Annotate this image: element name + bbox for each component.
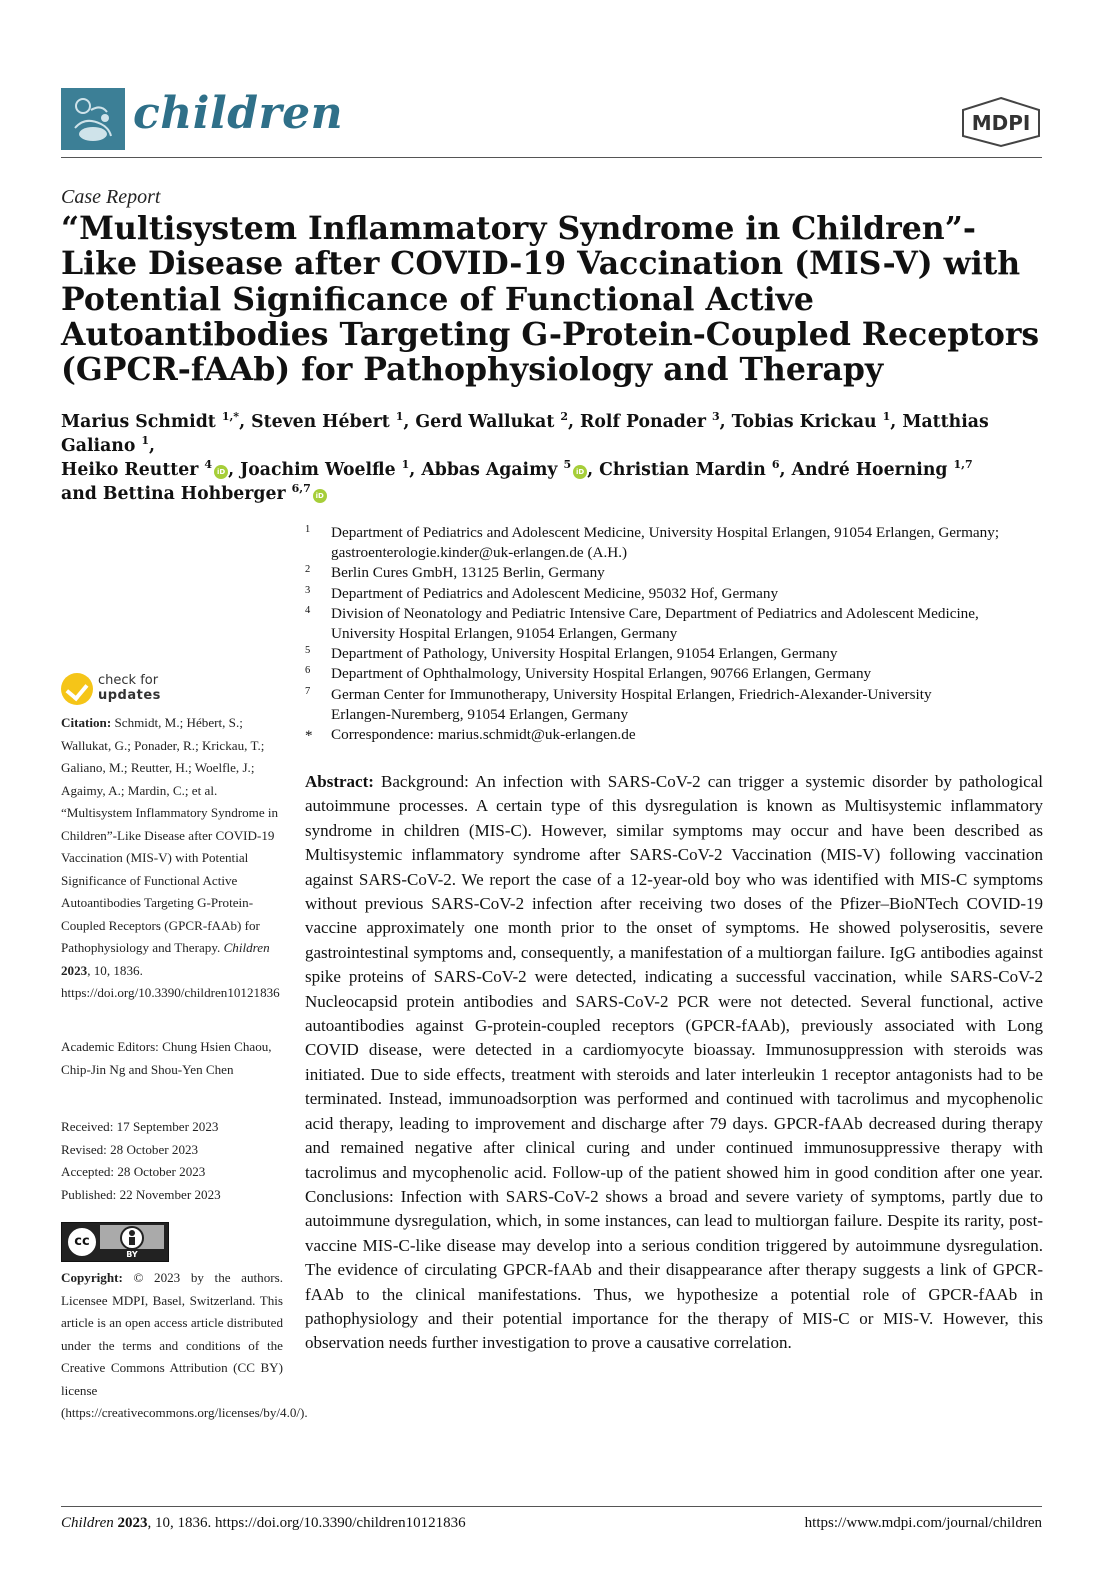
author-name[interactable]: Steven Hébert <box>251 412 396 432</box>
affiliations <box>305 523 1055 745</box>
date-line: Published: 22 November 2023 <box>61 1186 221 1202</box>
author-separator: , <box>149 436 156 456</box>
author-affiliation-sup: 6 <box>771 458 780 471</box>
affiliation-number: 6 <box>305 665 311 677</box>
author-affiliation-sup: 1 <box>401 458 410 471</box>
author-name[interactable]: Joachim Woelfle <box>240 460 402 480</box>
affiliation-text: gastroenterologie.kinder@uk-erlangen.de (A.H.) <box>331 544 628 562</box>
author-name[interactable]: André Hoerning <box>791 460 954 480</box>
orcid-icon[interactable]: iD <box>214 465 228 479</box>
author-affiliation-sup: 3 <box>711 410 720 423</box>
affiliation-item <box>305 563 1055 583</box>
author-affiliation-sup: 1 <box>395 410 404 423</box>
by-label: BY <box>126 1250 138 1259</box>
author-affiliation-sup: 1,* <box>221 410 240 423</box>
affiliation-text: Department of Pediatrics and Adolescent Medicine, 95032 Hof, Germany <box>331 584 779 602</box>
check-updates-line2: updates <box>98 688 161 703</box>
article-title: “Multisystem Inflammatory Syndrome in Children”-Like Disease after COVID-19 Vaccination (MIS-V) with Potential Significance of Functional Active Autoantibodies Targeting G-Protein-Coupled Receptors (GPCR-fAAb) for Pathophysiology and Therapy <box>61 210 1040 389</box>
affiliation-text: Correspondence: marius.schmidt@uk-erlangen.de <box>331 726 636 744</box>
author-conjunction: and <box>61 484 103 504</box>
author-list <box>61 410 1051 506</box>
affiliation-number: 7 <box>305 685 311 697</box>
academic-editors: Academic Editors: Chung Hsien Chaou, Chip-Jin Ng and Shou-Yen Chen <box>61 1039 272 1077</box>
date-line: Revised: 28 October 2023 <box>61 1141 199 1157</box>
copyright-label: Copyright: <box>61 1270 123 1285</box>
author-separator: , <box>228 460 241 480</box>
author-name[interactable]: Tobias Krickau <box>731 412 883 432</box>
header-divider <box>61 157 1042 158</box>
citation-year: 2023 <box>61 962 88 978</box>
cc-by-license-badge[interactable] <box>61 1222 169 1262</box>
citation-label: Citation: <box>61 715 112 730</box>
author-separator: , <box>239 412 252 432</box>
affiliation-item <box>305 725 1055 745</box>
author-separator: , <box>568 412 581 432</box>
author-affiliation-sup: 6,7 <box>291 482 311 495</box>
author-affiliation-sup: 2 <box>560 410 568 423</box>
footer-citation <box>61 1515 466 1532</box>
by-icon-area <box>100 1225 164 1249</box>
copyright-text: © 2023 by the authors. Licensee MDPI, Basel, Switzerland. This article is an open access article distributed under the terms and conditions of the Creative Commons Attribution (CC BY) license (https://creativecommons.org/licenses/by/4.0/). <box>61 1270 308 1420</box>
mdpi-logo[interactable] <box>960 96 1042 148</box>
footer-year: 2023 <box>117 1515 148 1531</box>
affiliation-text: Department of Pediatrics and Adolescent Medicine, University Hospital Erlangen, 91054 Erlangen, Germany; <box>331 524 1000 541</box>
footer-divider <box>61 1506 1042 1507</box>
author-separator: , <box>409 460 422 480</box>
author-name[interactable]: Gerd Wallukat <box>415 412 561 432</box>
child-figure-icon <box>61 88 125 150</box>
affiliation-number: * <box>305 728 313 745</box>
author-separator: , <box>779 460 792 480</box>
affiliation-number: 1 <box>305 524 311 535</box>
author-separator: , <box>719 412 732 432</box>
affiliation-text: Erlangen-Nuremberg, 91054 Erlangen, Germany <box>331 705 629 723</box>
citation-volume-doi[interactable]: , 10, 1836. https://doi.org/10.3390/children10121836 <box>61 962 280 1000</box>
author-affiliation-sup: 1 <box>882 410 891 423</box>
affiliation-text: Berlin Cures GmbH, 13125 Berlin, Germany <box>331 564 605 582</box>
orcid-icon[interactable]: iD <box>573 465 587 479</box>
affiliation-item <box>305 604 1055 644</box>
mdpi-hexagon-icon <box>960 96 1042 148</box>
author-separator: , <box>403 412 416 432</box>
author-name[interactable]: Heiko Reutter <box>61 460 205 480</box>
footer-journal: Children <box>61 1515 114 1531</box>
affiliation-number: 4 <box>305 604 311 616</box>
check-for-updates-button[interactable] <box>61 673 181 707</box>
date-line: Received: 17 September 2023 <box>61 1119 219 1134</box>
author-separator: , <box>587 460 600 480</box>
check-updates-text <box>98 673 161 703</box>
footer-doi[interactable]: , 10, 1836. https://doi.org/10.3390/children10121836 <box>147 1515 466 1531</box>
date-line: Accepted: 28 October 2023 <box>61 1164 206 1179</box>
affiliation-number: 5 <box>305 645 311 657</box>
affiliation-item <box>305 523 1055 563</box>
footer-journal-url[interactable]: https://www.mdpi.com/journal/children <box>804 1515 1042 1531</box>
author-separator: , <box>890 412 903 432</box>
abstract <box>305 770 1043 1356</box>
author-affiliation-sup: 1 <box>141 434 150 447</box>
journal-name[interactable]: children <box>133 88 344 139</box>
author-affiliation-sup: 5 <box>563 458 572 471</box>
journal-logo-icon <box>61 88 125 150</box>
affiliation-number: 2 <box>305 564 311 576</box>
affiliation-number: 3 <box>305 584 311 596</box>
author-name[interactable]: Bettina Hohberger <box>102 484 292 504</box>
copyright <box>61 1267 308 1425</box>
author-affiliation-sup: 4 <box>204 458 213 471</box>
affiliation-text: German Center for Immunotherapy, University Hospital Erlangen, Friedrich-Alexander-University <box>331 685 932 703</box>
abstract-label: Abstract: <box>305 772 374 791</box>
publication-dates <box>61 1116 283 1206</box>
author-name[interactable]: Rolf Ponader <box>580 412 712 432</box>
affiliation-text: University Hospital Erlangen, 91054 Erlangen, Germany <box>331 625 678 643</box>
citation-journal: Children <box>223 940 270 955</box>
author-name[interactable]: Marius Schmidt <box>61 412 222 432</box>
affiliation-item <box>305 584 1055 604</box>
author-name[interactable]: Christian Mardin <box>599 460 772 480</box>
citation <box>61 712 283 1005</box>
author-name[interactable]: Matthias Galiano <box>61 412 989 456</box>
abstract-text: Background: An infection with SARS-CoV-2 can trigger a systemic disorder by pathological autoimmune processes. A certain type of this dysregulation is known as Multisystemic inflammatory syndrome in children (MIS-C). However, similar symptoms may occur and have been described as Multisystemic inflammatory syndrome after SARS-CoV-2 Vaccination (MIS-V) following vaccination against SARS-CoV-2. We report the case of a 12-year-old boy who was identified with MIS-C symptoms without previous SARS-CoV-2 infection after receiving two doses of the Pfizer–BioNTech COVID-19 vaccine approximately one month prior to the onset of symptoms. He showed polyserositis, severe gastrointestinal symptoms and, consequently, a manifestation of a multiorgan failure. IgG antibodies against spike proteins of SARS-CoV-2 were detected, indicating a successful vaccination, while SARS-CoV-2 Nucleocapsid protein antibodies and SARS-CoV-2 PCR were not detected. Several functional, active autoantibodies against G-protein-coupled receptors (GPCR-fAAb), previously associated with Long COVID disease, were detected in a cardiomyocyte bioassay. Immunosuppression with steroids was initiated. Due to side effects, treatment with steroids and later interleukin 1 receptor antagonists had to be terminated. Instead, immunoadsorption was performed and continued with tacrolimus and mycophenolic acid therapy, leading to improvement and discharge after 79 days. GPCR-fAAb decreased during therapy and remained negative after clinical curing and under continued immunosuppressive therapy with tacrolimus and mycophenolic acid. Follow-up of the patient showed him in good condition after one year. Conclusions: Infection with SARS-CoV-2 shows a broad and severe variety of symptoms, partly due to autoimmune dysregulation, which, in some instances, can lead to multiorgan failure. Despite its rarity, post-vaccine MIS-C-like disease may develop into a serious condition triggered by autoimmune dysregulation. The evidence of circulating GPCR-fAAb and their disappearance after therapy suggests a link of GPCR-fAAb to the clinical manifestations. Thus, we hypothesize a potential role of GPCR-fAAb in pathophysiology and their potential importance for the therapy of MIS-C or MIS-V. However, this observation needs further investigation to prove a causative correlation. <box>305 772 1043 1353</box>
author-name[interactable]: Abbas Agaimy <box>421 460 564 480</box>
affiliation-text: Department of Ophthalmology, University Hospital Erlangen, 90766 Erlangen, Germany <box>331 665 872 683</box>
affiliation-text: Division of Neonatology and Pediatric Intensive Care, Department of Pediatrics and Adolescent Medicine, <box>331 604 979 622</box>
affiliation-item <box>305 644 1055 664</box>
affiliation-text: Department of Pathology, University Hospital Erlangen, 91054 Erlangen, Germany <box>331 645 838 663</box>
affiliation-item <box>305 685 1055 725</box>
attribution-person-icon <box>120 1226 144 1250</box>
cc-icon: cc <box>66 1226 98 1258</box>
check-updates-line1: check for <box>98 673 159 688</box>
orcid-icon[interactable]: iD <box>313 489 327 503</box>
citation-text: Schmidt, M.; Hébert, S.; Wallukat, G.; Ponader, R.; Krickau, T.; Galiano, M.; Reutter, H.; Woelfle, J.; Agaimy, A.; Mardin, C.; et al. “Multisystem Inflammatory Syndrome in Children”-Like Disease after COVID-19 Vaccination (MIS-V) with Potential Significance of Functional Active Autoantibodies Targeting G-Protein-Coupled Receptors (GPCR-fAAb) for Pathophysiology and Therapy. <box>61 715 279 955</box>
affiliation-item <box>305 664 1055 684</box>
check-icon <box>61 673 93 705</box>
mdpi-logo-text: MDPI <box>971 111 1031 135</box>
author-affiliation-sup: 1,7 <box>953 458 973 471</box>
article-type: Case Report <box>61 186 161 208</box>
